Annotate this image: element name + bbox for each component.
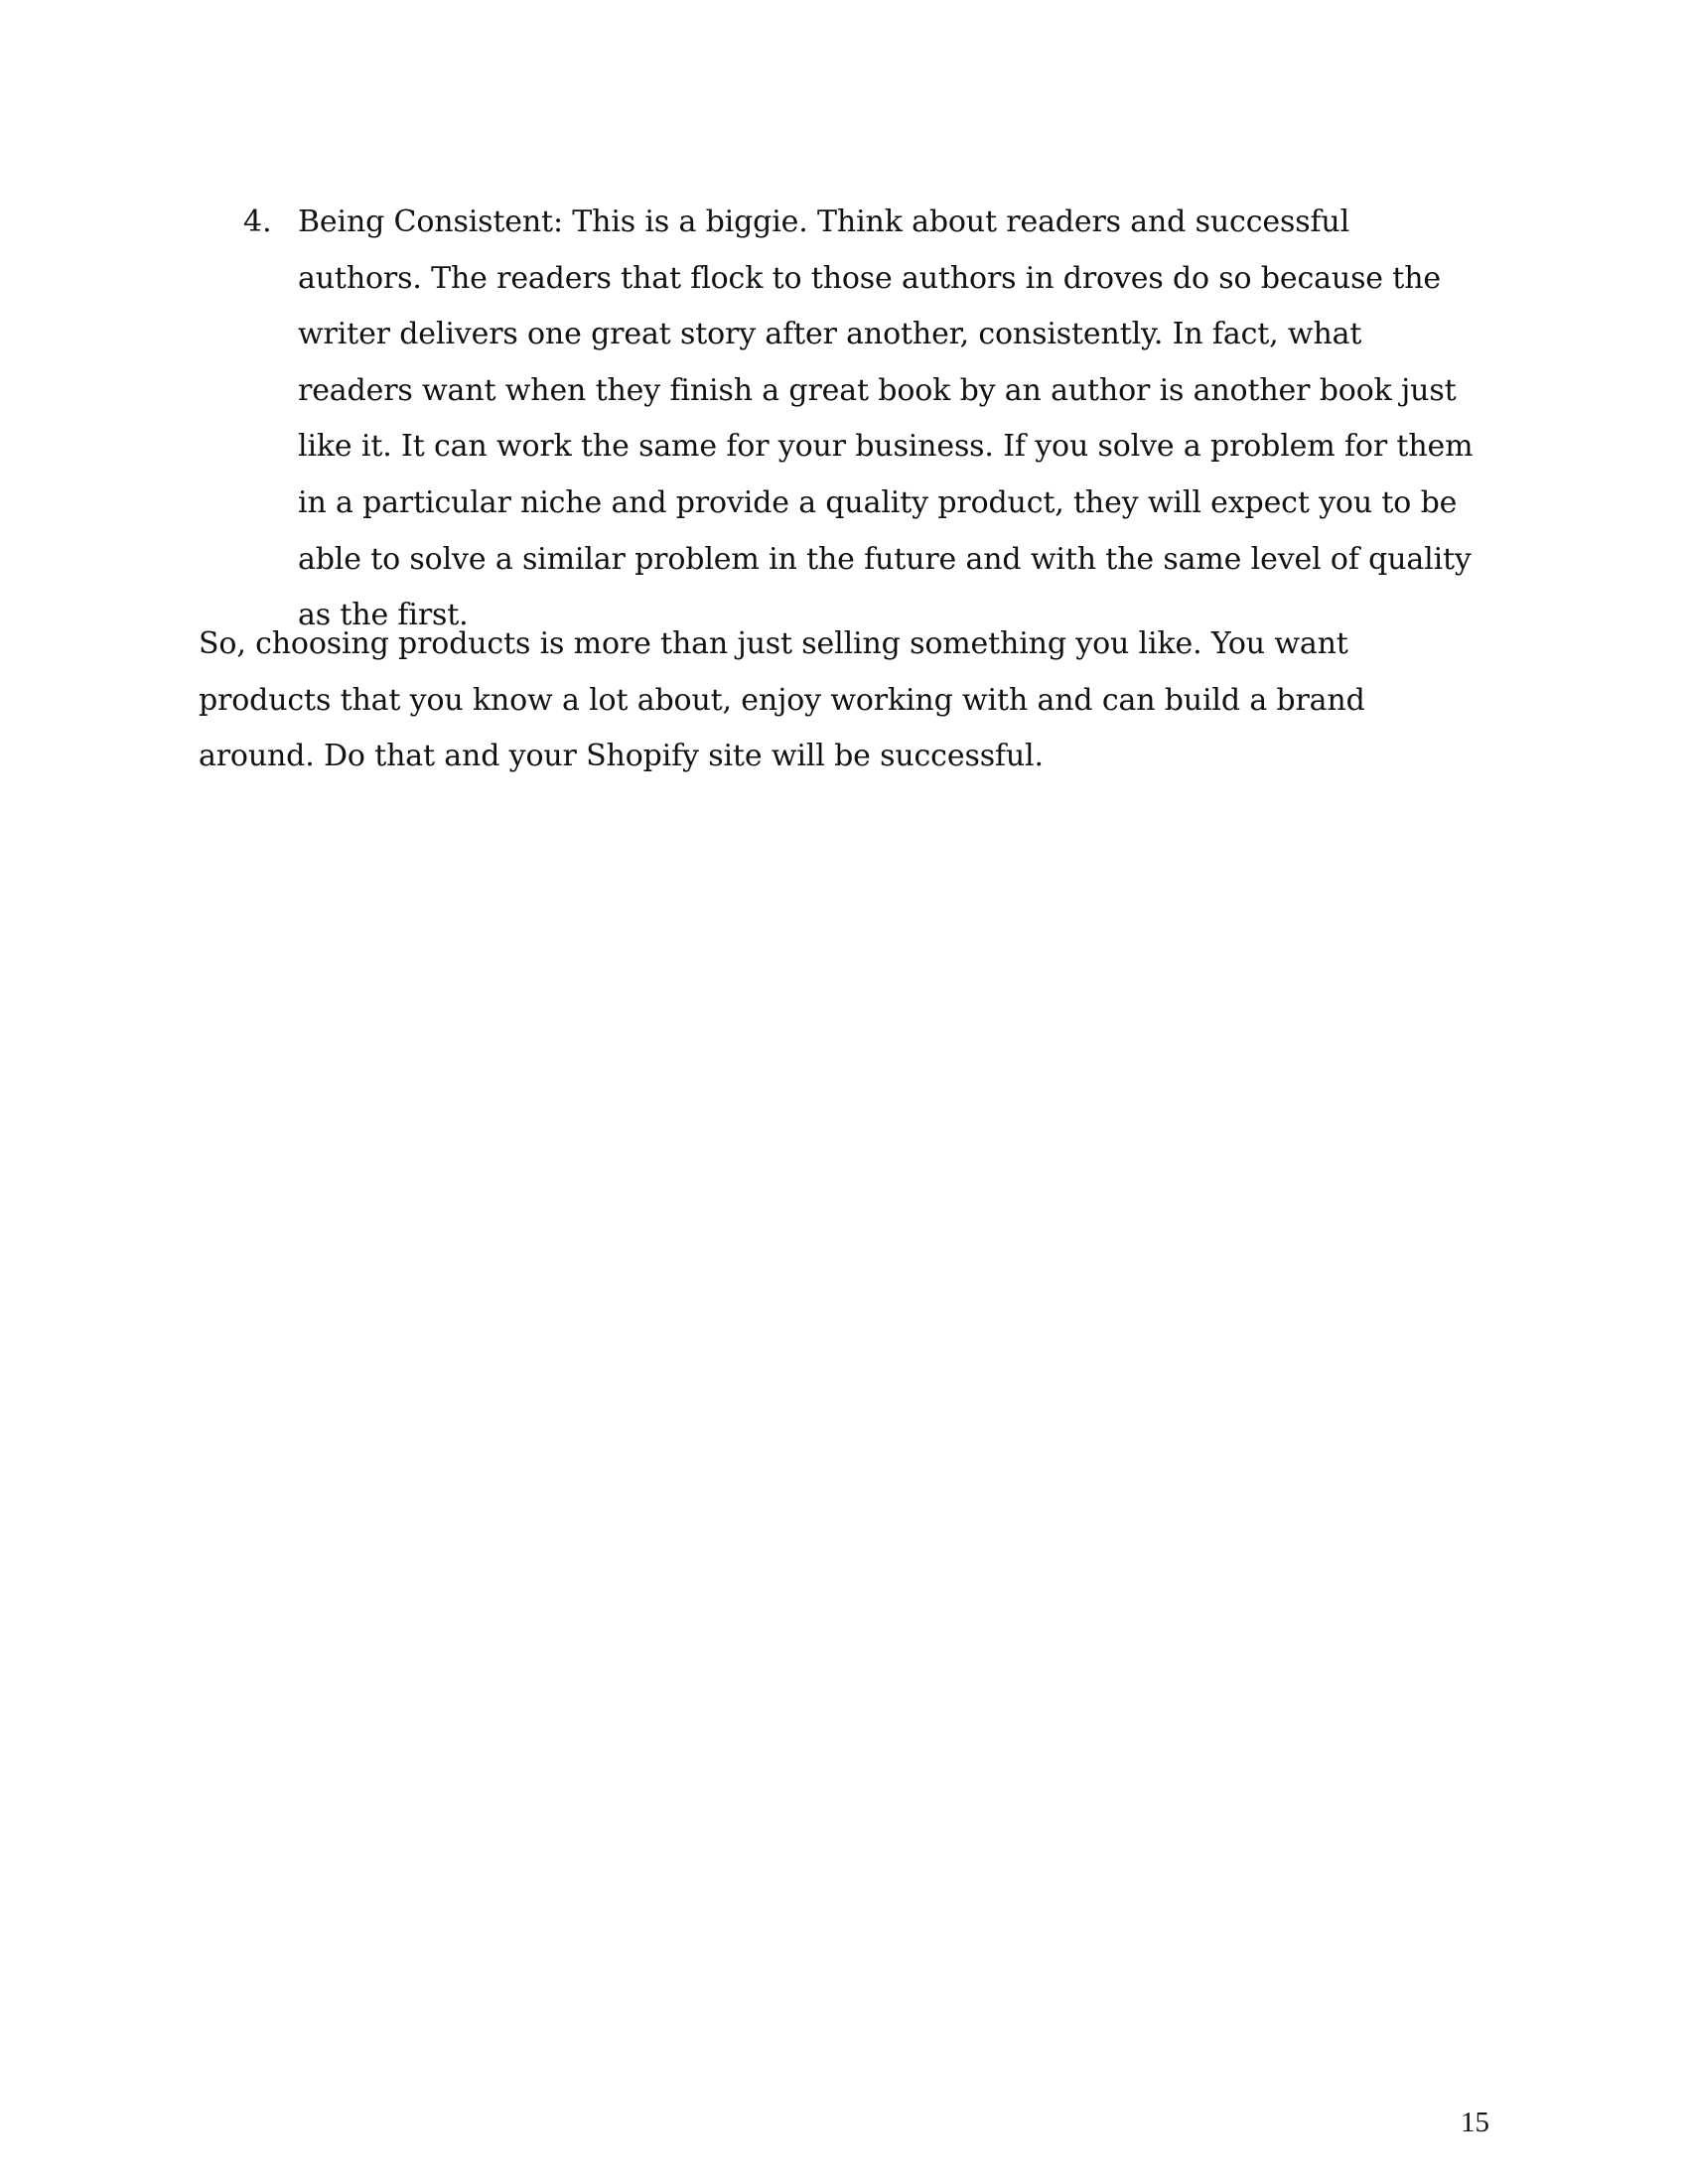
list-item-text: Being Consistent: This is a biggie. Think about readers and successful authors. The readers that flock to those authors in droves do so because the writer delivers one great story after another, consistently. In fact, what readers want when they finish a great book by an author is another book just like it. It can work the same for your business. If you solve a problem for them in a particular niche and provide a quality product, they will expect you to be able to solve a similar problem in the future and with the same level of quality as the first. bbox=[298, 205, 1474, 633]
list-item-number: 4. bbox=[243, 205, 272, 239]
body-paragraph: So, choosing products is more than just selling something you like. You want products that you know a lot about, enjoy working with and can build a brand around. Do that and your Shopify site will be successful. bbox=[199, 626, 1365, 774]
list-item bbox=[243, 195, 1475, 644]
page-number: 15 bbox=[1461, 2107, 1489, 2138]
